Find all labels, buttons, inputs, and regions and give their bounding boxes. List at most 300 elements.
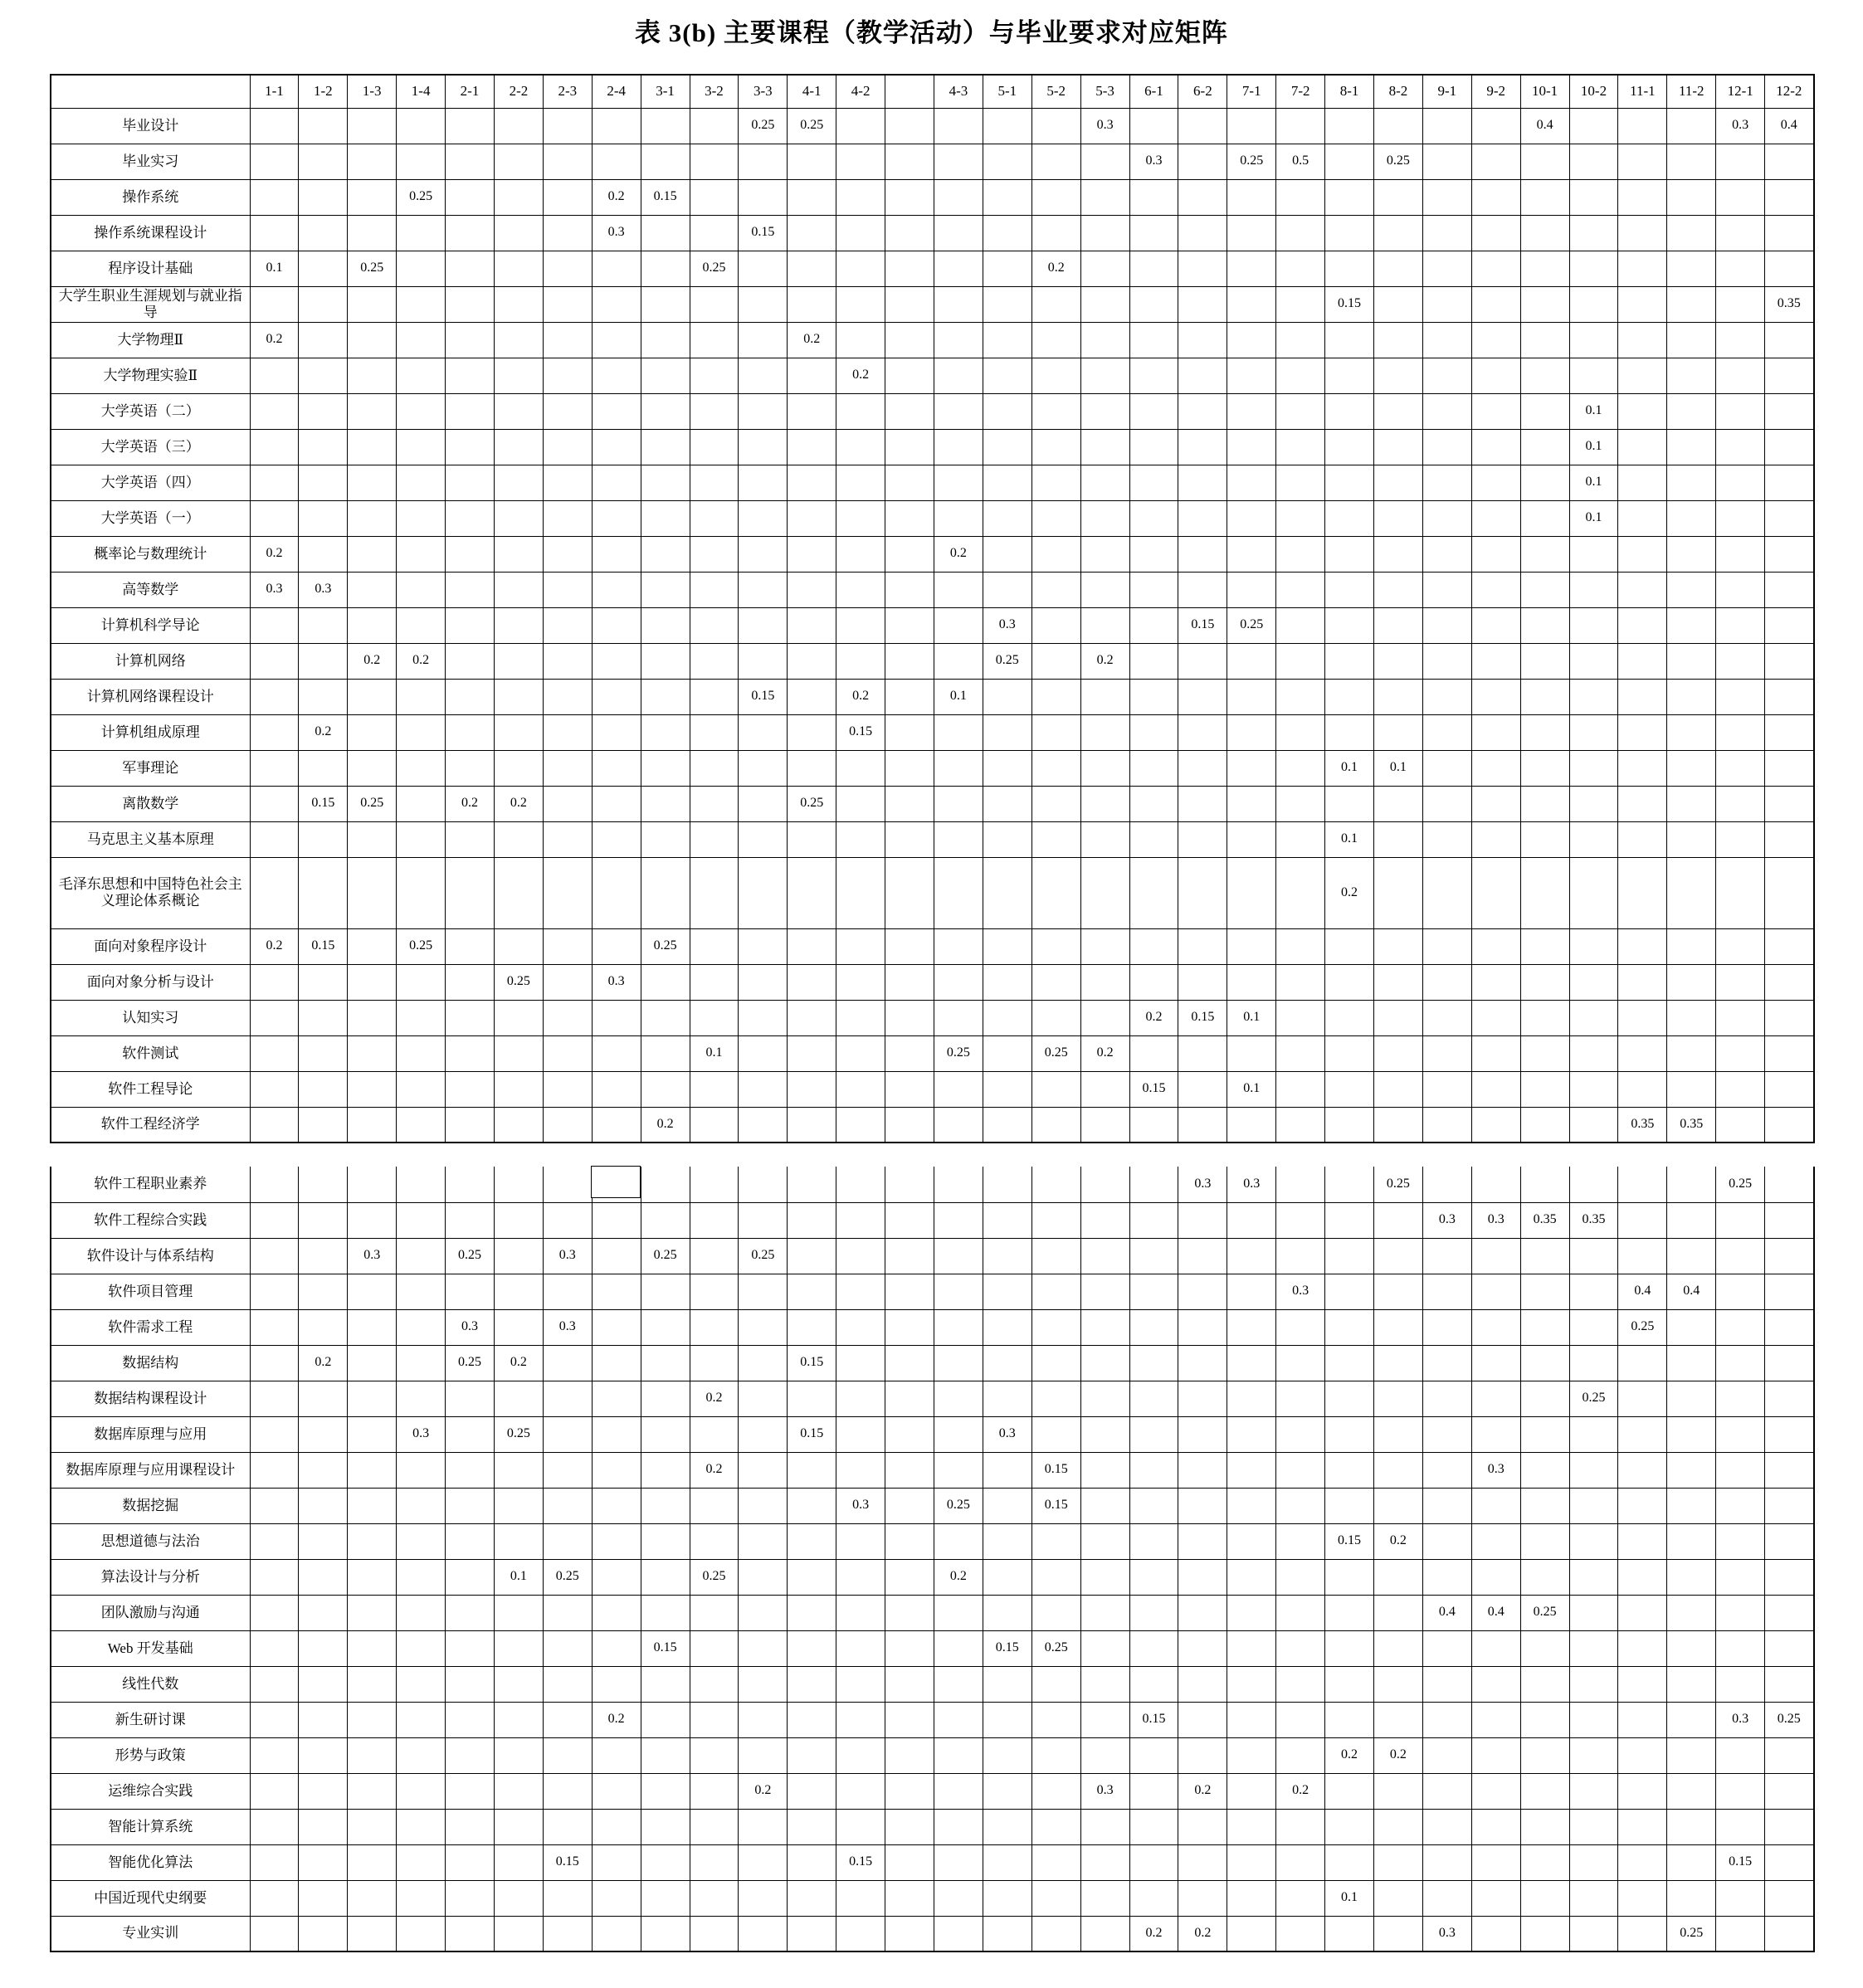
matrix-cell-12-1 — [1716, 358, 1765, 393]
matrix-cell-9-2 — [1471, 536, 1520, 572]
matrix-cell-7-1 — [1227, 750, 1276, 786]
matrix-cell-9-2 — [1471, 714, 1520, 750]
matrix-cell-1-3 — [348, 1488, 397, 1523]
matrix-cell-7-2 — [1276, 1345, 1325, 1381]
matrix-cell-4-2 — [836, 964, 885, 1000]
matrix-cell-2-3 — [543, 393, 592, 429]
table-row — [51, 928, 1814, 964]
matrix-cell-gap — [885, 714, 934, 750]
matrix-cell-5-3 — [1080, 1737, 1129, 1773]
matrix-body-part2 — [51, 1167, 1814, 1951]
matrix-cell-5-3 — [1080, 1381, 1129, 1416]
column-header-7-1: 7-1 — [1227, 75, 1276, 108]
column-header-3-2: 3-2 — [690, 75, 739, 108]
matrix-cell-7-1 — [1227, 108, 1276, 144]
matrix-cell-1-1 — [250, 1345, 299, 1381]
matrix-cell-1-2 — [299, 1167, 348, 1202]
matrix-cell-7-1 — [1227, 536, 1276, 572]
matrix-cell-1-4 — [397, 1666, 446, 1702]
matrix-cell-3-2 — [690, 679, 739, 714]
course-name-cell: 思想道德与法治 — [51, 1523, 250, 1559]
matrix-cell-1-4 — [397, 1202, 446, 1238]
matrix-cell-10-1 — [1520, 1381, 1569, 1416]
matrix-cell-6-1 — [1129, 1666, 1178, 1702]
matrix-cell-9-2 — [1471, 322, 1520, 358]
matrix-cell-7-2 — [1276, 108, 1325, 144]
matrix-cell-12-2 — [1765, 1809, 1814, 1844]
matrix-cell-4-3 — [934, 1381, 983, 1416]
matrix-cell-9-1 — [1422, 429, 1471, 465]
matrix-cell-10-1 — [1520, 429, 1569, 465]
matrix-cell-2-1 — [446, 1916, 495, 1951]
matrix-cell-8-2 — [1373, 1381, 1422, 1416]
matrix-cell-12-2 — [1765, 1666, 1814, 1702]
course-name-cell: 面向对象分析与设计 — [51, 964, 250, 1000]
matrix-cell-gap — [885, 607, 934, 643]
matrix-cell-gap — [885, 215, 934, 251]
matrix-cell-10-2 — [1569, 215, 1618, 251]
matrix-cell-4-3 — [934, 1309, 983, 1345]
matrix-cell-6-1 — [1129, 358, 1178, 393]
matrix-cell-3-2 — [690, 1167, 739, 1202]
matrix-cell-2-3 — [543, 144, 592, 179]
matrix-cell-5-2 — [1031, 1666, 1080, 1702]
matrix-cell-gap — [885, 1737, 934, 1773]
matrix-cell-2-3 — [543, 714, 592, 750]
matrix-cell-9-1 — [1422, 1238, 1471, 1274]
matrix-cell-4-3: 0.2 — [934, 536, 983, 572]
matrix-cell-11-2 — [1667, 322, 1716, 358]
matrix-cell-1-4 — [397, 144, 446, 179]
matrix-cell-1-3 — [348, 714, 397, 750]
matrix-cell-1-4 — [397, 215, 446, 251]
table-row — [51, 1702, 1814, 1737]
matrix-cell-8-2 — [1373, 393, 1422, 429]
matrix-cell-7-1 — [1227, 1737, 1276, 1773]
matrix-cell-6-2 — [1178, 358, 1227, 393]
matrix-cell-7-1 — [1227, 1773, 1276, 1809]
matrix-cell-11-1 — [1618, 1916, 1667, 1951]
course-name-cell: 新生研讨课 — [51, 1702, 250, 1737]
page-title: 表 3(b) 主要课程（教学活动）与毕业要求对应矩阵 — [635, 18, 1228, 47]
matrix-cell-4-1 — [788, 1880, 836, 1916]
matrix-cell-8-1 — [1325, 322, 1374, 358]
matrix-cell-1-4 — [397, 1000, 446, 1035]
matrix-cell-1-2 — [299, 1809, 348, 1844]
matrix-cell-1-2 — [299, 857, 348, 928]
matrix-cell-5-3 — [1080, 322, 1129, 358]
matrix-cell-gap — [885, 1702, 934, 1737]
matrix-cell-4-1 — [788, 393, 836, 429]
matrix-cell-2-4 — [592, 1773, 641, 1809]
matrix-cell-3-1 — [641, 144, 690, 179]
matrix-cell-2-4 — [592, 322, 641, 358]
matrix-cell-12-1 — [1716, 1666, 1765, 1702]
matrix-cell-11-1 — [1618, 1880, 1667, 1916]
matrix-cell-9-2 — [1471, 679, 1520, 714]
matrix-cell-7-2 — [1276, 572, 1325, 607]
matrix-cell-1-4 — [397, 1880, 446, 1916]
matrix-cell-3-3 — [739, 1737, 788, 1773]
matrix-cell-8-1 — [1325, 179, 1374, 215]
matrix-cell-3-3 — [739, 1452, 788, 1488]
matrix-cell-12-2 — [1765, 786, 1814, 821]
matrix-cell-12-2 — [1765, 1381, 1814, 1416]
matrix-cell-1-1 — [250, 465, 299, 500]
matrix-cell-5-1 — [983, 358, 1031, 393]
matrix-cell-7-1 — [1227, 465, 1276, 500]
matrix-cell-5-1 — [983, 1916, 1031, 1951]
matrix-cell-8-1 — [1325, 1238, 1374, 1274]
matrix-cell-6-1 — [1129, 750, 1178, 786]
matrix-cell-6-2 — [1178, 286, 1227, 322]
matrix-cell-2-1 — [446, 1107, 495, 1143]
matrix-cell-7-1 — [1227, 1238, 1276, 1274]
course-name-cell: 大学生职业生涯规划与就业指导 — [51, 286, 250, 322]
matrix-cell-3-2 — [690, 750, 739, 786]
course-name-cell: 软件工程经济学 — [51, 1107, 250, 1143]
matrix-cell-2-2 — [494, 144, 543, 179]
matrix-cell-2-2 — [494, 500, 543, 536]
matrix-cell-1-2 — [299, 1559, 348, 1595]
matrix-cell-4-2 — [836, 1559, 885, 1595]
matrix-cell-gap — [885, 536, 934, 572]
matrix-cell-12-1 — [1716, 714, 1765, 750]
matrix-cell-5-3 — [1080, 1452, 1129, 1488]
matrix-cell-4-3 — [934, 215, 983, 251]
matrix-cell-11-2 — [1667, 1809, 1716, 1844]
matrix-cell-6-2 — [1178, 1523, 1227, 1559]
matrix-cell-8-1 — [1325, 1000, 1374, 1035]
matrix-cell-6-1 — [1129, 1844, 1178, 1880]
matrix-cell-3-3 — [739, 465, 788, 500]
column-header-10-2: 10-2 — [1569, 75, 1618, 108]
matrix-cell-2-2 — [494, 750, 543, 786]
matrix-cell-4-1 — [788, 1630, 836, 1666]
matrix-cell-gap — [885, 928, 934, 964]
matrix-cell-gap — [885, 1880, 934, 1916]
matrix-cell-3-2 — [690, 1773, 739, 1809]
column-header-1-2: 1-2 — [299, 75, 348, 108]
matrix-cell-6-1 — [1129, 1416, 1178, 1452]
matrix-cell-2-1 — [446, 1666, 495, 1702]
matrix-cell-10-1 — [1520, 358, 1569, 393]
matrix-cell-8-1 — [1325, 572, 1374, 607]
matrix-cell-5-3 — [1080, 1274, 1129, 1309]
matrix-cell-8-1 — [1325, 1274, 1374, 1309]
matrix-cell-9-1: 0.3 — [1422, 1916, 1471, 1951]
matrix-cell-1-3 — [348, 536, 397, 572]
matrix-cell-3-3 — [739, 1071, 788, 1107]
matrix-cell-11-1 — [1618, 1809, 1667, 1844]
matrix-cell-6-1 — [1129, 1274, 1178, 1309]
matrix-cell-2-1: 0.25 — [446, 1345, 495, 1381]
matrix-cell-4-1 — [788, 1523, 836, 1559]
matrix-cell-4-1 — [788, 1309, 836, 1345]
matrix-cell-4-1 — [788, 1035, 836, 1071]
matrix-cell-11-2 — [1667, 1488, 1716, 1523]
matrix-cell-12-1 — [1716, 750, 1765, 786]
matrix-cell-2-2 — [494, 572, 543, 607]
matrix-cell-1-1 — [250, 1000, 299, 1035]
column-header-gap — [885, 75, 934, 108]
matrix-cell-3-2: 0.25 — [690, 251, 739, 286]
matrix-cell-9-1 — [1422, 251, 1471, 286]
matrix-cell-2-4 — [592, 857, 641, 928]
matrix-cell-1-3: 0.3 — [348, 1238, 397, 1274]
matrix-cell-8-1 — [1325, 393, 1374, 429]
matrix-cell-1-4 — [397, 393, 446, 429]
matrix-cell-12-2 — [1765, 1595, 1814, 1630]
matrix-cell-10-2 — [1569, 108, 1618, 144]
matrix-cell-5-1 — [983, 572, 1031, 607]
matrix-cell-1-1 — [250, 1035, 299, 1071]
matrix-cell-11-2 — [1667, 1167, 1716, 1202]
matrix-cell-7-1 — [1227, 1595, 1276, 1630]
matrix-cell-1-1 — [250, 643, 299, 679]
matrix-cell-7-2 — [1276, 1381, 1325, 1416]
matrix-cell-4-2 — [836, 1630, 885, 1666]
matrix-cell-7-2 — [1276, 1107, 1325, 1143]
matrix-cell-gap — [885, 1238, 934, 1274]
matrix-cell-4-3 — [934, 821, 983, 857]
matrix-cell-1-2: 0.2 — [299, 714, 348, 750]
matrix-cell-4-3 — [934, 928, 983, 964]
matrix-cell-gap — [885, 1274, 934, 1309]
matrix-cell-4-3 — [934, 857, 983, 928]
matrix-cell-4-3 — [934, 1809, 983, 1844]
matrix-cell-2-3 — [543, 1167, 592, 1202]
matrix-cell-9-2 — [1471, 465, 1520, 500]
matrix-cell-12-1 — [1716, 928, 1765, 964]
matrix-cell-5-2 — [1031, 286, 1080, 322]
matrix-cell-2-3 — [543, 1452, 592, 1488]
matrix-cell-gap — [885, 251, 934, 286]
matrix-cell-1-3 — [348, 1523, 397, 1559]
matrix-cell-2-4 — [592, 144, 641, 179]
matrix-cell-4-2 — [836, 251, 885, 286]
matrix-cell-2-1: 0.25 — [446, 1238, 495, 1274]
matrix-cell-5-1 — [983, 786, 1031, 821]
matrix-cell-8-1 — [1325, 1345, 1374, 1381]
matrix-cell-3-3: 0.25 — [739, 108, 788, 144]
matrix-cell-9-1 — [1422, 786, 1471, 821]
matrix-cell-9-1 — [1422, 536, 1471, 572]
matrix-cell-1-2 — [299, 643, 348, 679]
matrix-cell-1-2 — [299, 500, 348, 536]
table-row — [51, 1381, 1814, 1416]
matrix-cell-11-1 — [1618, 857, 1667, 928]
matrix-cell-2-2: 0.25 — [494, 964, 543, 1000]
matrix-cell-5-1 — [983, 215, 1031, 251]
matrix-cell-8-1 — [1325, 1035, 1374, 1071]
matrix-cell-1-1 — [250, 1773, 299, 1809]
matrix-cell-2-3: 0.15 — [543, 1844, 592, 1880]
course-name-cell: 概率论与数理统计 — [51, 536, 250, 572]
matrix-cell-4-3 — [934, 322, 983, 358]
matrix-cell-12-2 — [1765, 179, 1814, 215]
matrix-cell-11-1 — [1618, 1035, 1667, 1071]
table-row — [51, 1000, 1814, 1035]
matrix-cell-2-2 — [494, 1523, 543, 1559]
matrix-cell-1-2 — [299, 286, 348, 322]
matrix-cell-5-3: 0.2 — [1080, 1035, 1129, 1071]
matrix-cell-4-2 — [836, 144, 885, 179]
matrix-cell-7-1: 0.25 — [1227, 144, 1276, 179]
matrix-cell-2-4 — [592, 714, 641, 750]
matrix-cell-2-2 — [494, 1880, 543, 1916]
matrix-cell-1-2 — [299, 1630, 348, 1666]
matrix-cell-2-4 — [592, 1309, 641, 1345]
matrix-cell-10-1 — [1520, 1416, 1569, 1452]
matrix-cell-4-1 — [788, 429, 836, 465]
matrix-cell-4-3 — [934, 643, 983, 679]
matrix-cell-5-3 — [1080, 500, 1129, 536]
matrix-cell-1-3 — [348, 1844, 397, 1880]
column-header-4-1: 4-1 — [788, 75, 836, 108]
table-row — [51, 1630, 1814, 1666]
matrix-cell-7-1 — [1227, 679, 1276, 714]
matrix-cell-6-2 — [1178, 536, 1227, 572]
matrix-cell-1-4 — [397, 679, 446, 714]
matrix-cell-9-1 — [1422, 857, 1471, 928]
matrix-cell-4-3 — [934, 1000, 983, 1035]
matrix-cell-5-1 — [983, 1452, 1031, 1488]
matrix-cell-1-2 — [299, 1844, 348, 1880]
matrix-cell-6-1 — [1129, 1309, 1178, 1345]
matrix-cell-4-2 — [836, 393, 885, 429]
matrix-cell-2-2 — [494, 286, 543, 322]
matrix-cell-10-1 — [1520, 1916, 1569, 1951]
matrix-cell-11-1 — [1618, 358, 1667, 393]
matrix-cell-11-2 — [1667, 429, 1716, 465]
matrix-cell-5-1 — [983, 536, 1031, 572]
matrix-cell-12-1 — [1716, 1416, 1765, 1452]
course-name-cell: 软件工程职业素养 — [51, 1167, 250, 1202]
matrix-cell-5-3 — [1080, 1809, 1129, 1844]
matrix-cell-10-1 — [1520, 1630, 1569, 1666]
matrix-cell-5-3 — [1080, 393, 1129, 429]
matrix-cell-4-2 — [836, 1595, 885, 1630]
matrix-cell-3-3 — [739, 1035, 788, 1071]
matrix-cell-4-3 — [934, 1071, 983, 1107]
matrix-cell-7-2 — [1276, 857, 1325, 928]
matrix-cell-11-1 — [1618, 679, 1667, 714]
matrix-cell-2-1 — [446, 1167, 495, 1202]
matrix-cell-2-1 — [446, 1381, 495, 1416]
matrix-cell-5-2 — [1031, 928, 1080, 964]
matrix-cell-12-1 — [1716, 1309, 1765, 1345]
matrix-cell-2-3 — [543, 1202, 592, 1238]
matrix-cell-1-3 — [348, 679, 397, 714]
matrix-cell-8-1: 0.2 — [1325, 1737, 1374, 1773]
matrix-cell-5-1 — [983, 1523, 1031, 1559]
matrix-cell-6-1: 0.2 — [1129, 1000, 1178, 1035]
matrix-cell-3-2 — [690, 536, 739, 572]
matrix-cell-10-2 — [1569, 1702, 1618, 1737]
matrix-cell-gap — [885, 286, 934, 322]
matrix-cell-7-1 — [1227, 1488, 1276, 1523]
matrix-cell-10-1 — [1520, 500, 1569, 536]
matrix-cell-gap — [885, 1035, 934, 1071]
matrix-cell-1-3 — [348, 358, 397, 393]
matrix-cell-2-1 — [446, 607, 495, 643]
matrix-cell-5-3 — [1080, 1000, 1129, 1035]
matrix-cell-9-1 — [1422, 821, 1471, 857]
matrix-cell-9-1 — [1422, 1844, 1471, 1880]
matrix-cell-2-4 — [592, 1488, 641, 1523]
matrix-cell-6-1 — [1129, 500, 1178, 536]
matrix-cell-12-1 — [1716, 251, 1765, 286]
matrix-cell-4-3 — [934, 144, 983, 179]
matrix-cell-5-1 — [983, 679, 1031, 714]
matrix-cell-12-1 — [1716, 1345, 1765, 1381]
matrix-cell-11-2 — [1667, 179, 1716, 215]
matrix-cell-7-2 — [1276, 393, 1325, 429]
column-header-2-4: 2-4 — [592, 75, 641, 108]
matrix-cell-2-2 — [494, 1595, 543, 1630]
matrix-cell-4-2 — [836, 322, 885, 358]
matrix-cell-gap — [885, 465, 934, 500]
matrix-cell-3-3 — [739, 1000, 788, 1035]
matrix-cell-1-3 — [348, 1452, 397, 1488]
matrix-cell-5-1 — [983, 286, 1031, 322]
matrix-cell-3-2 — [690, 1202, 739, 1238]
matrix-cell-7-1: 0.25 — [1227, 607, 1276, 643]
matrix-cell-9-1 — [1422, 215, 1471, 251]
matrix-cell-gap — [885, 1666, 934, 1702]
matrix-cell-3-3 — [739, 750, 788, 786]
matrix-cell-8-2 — [1373, 500, 1422, 536]
matrix-cell-4-2 — [836, 857, 885, 928]
matrix-cell-2-3 — [543, 536, 592, 572]
matrix-cell-4-2 — [836, 1737, 885, 1773]
matrix-cell-2-4 — [592, 500, 641, 536]
matrix-cell-10-1 — [1520, 1000, 1569, 1035]
matrix-cell-6-1 — [1129, 536, 1178, 572]
matrix-cell-3-3 — [739, 643, 788, 679]
matrix-cell-6-1 — [1129, 1737, 1178, 1773]
matrix-cell-11-2 — [1667, 1345, 1716, 1381]
matrix-cell-1-1 — [250, 1809, 299, 1844]
matrix-cell-4-3 — [934, 964, 983, 1000]
matrix-cell-1-2 — [299, 1238, 348, 1274]
matrix-cell-2-2 — [494, 358, 543, 393]
matrix-cell-11-1 — [1618, 393, 1667, 429]
matrix-cell-1-1 — [250, 1523, 299, 1559]
matrix-cell-6-1 — [1129, 679, 1178, 714]
matrix-cell-6-2 — [1178, 786, 1227, 821]
matrix-cell-7-1 — [1227, 786, 1276, 821]
matrix-cell-9-1 — [1422, 1630, 1471, 1666]
matrix-cell-4-3 — [934, 714, 983, 750]
matrix-cell-5-2: 0.2 — [1031, 251, 1080, 286]
matrix-cell-9-1 — [1422, 1107, 1471, 1143]
matrix-cell-8-1 — [1325, 144, 1374, 179]
matrix-cell-3-1 — [641, 251, 690, 286]
matrix-cell-7-1 — [1227, 1880, 1276, 1916]
matrix-cell-12-2 — [1765, 536, 1814, 572]
matrix-cell-4-1 — [788, 1773, 836, 1809]
matrix-cell-12-2 — [1765, 1107, 1814, 1143]
matrix-cell-3-2 — [690, 322, 739, 358]
matrix-cell-1-1 — [250, 1274, 299, 1309]
matrix-cell-10-2 — [1569, 1630, 1618, 1666]
matrix-cell-6-1 — [1129, 572, 1178, 607]
matrix-cell-5-3 — [1080, 964, 1129, 1000]
matrix-cell-gap — [885, 1345, 934, 1381]
matrix-cell-2-1 — [446, 1035, 495, 1071]
